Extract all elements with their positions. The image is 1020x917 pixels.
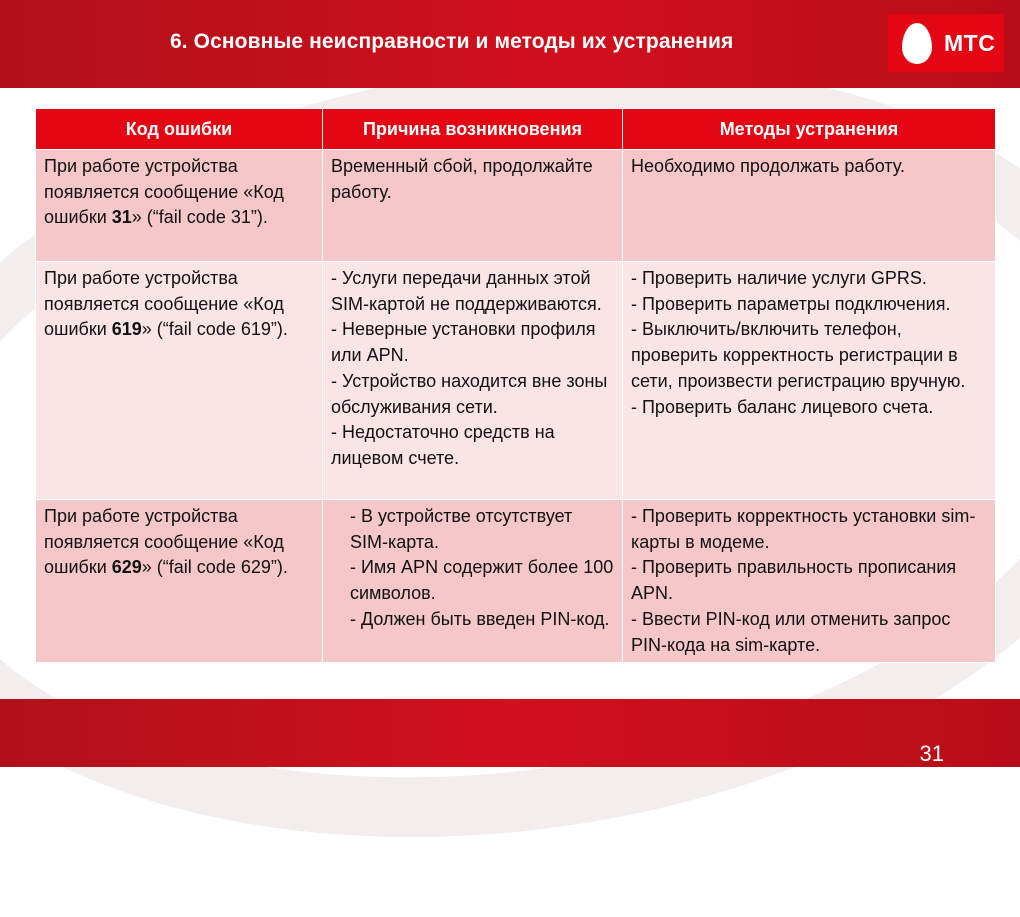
error-code: 31 <box>111 207 132 228</box>
error-cell <box>36 150 323 262</box>
cause-item: - Неверные установки профиля или APN. <box>331 319 596 366</box>
egg-icon <box>902 23 932 64</box>
error-text: При работе устройства появляется сообщение «Код ошибки <box>44 268 284 340</box>
error-code: 629 <box>111 557 142 578</box>
error-text: При работе устройства появляется сообщение «Код ошибки <box>44 506 284 578</box>
cause-item: Временный сбой, продолжайте работу. <box>331 156 593 202</box>
cause-cell <box>323 150 623 262</box>
error-text-end: » (“fail code 619”). <box>141 319 288 340</box>
fix-cell <box>623 262 996 500</box>
fix-item: - Проверить баланс лицевого счета. <box>631 396 934 417</box>
table-header-row <box>36 109 996 150</box>
fix-cell <box>623 150 996 262</box>
error-cell <box>36 500 323 663</box>
error-text-end: » (“fail code 31”). <box>131 207 268 228</box>
cause-item: - Должен быть введен PIN-код. <box>350 608 610 629</box>
table-row <box>36 150 996 262</box>
cause-item: - В устройстве отсутствует SIM-карта. <box>350 506 573 552</box>
table-row <box>36 500 996 663</box>
fix-item: - Выключить/включить телефон, проверить корректность регистрации в сети, произвести регистрацию вручную. <box>631 319 966 391</box>
cause-cell <box>323 500 623 663</box>
cause-item: - Устройство находится вне зоны обслуживания сети. <box>331 370 608 417</box>
error-table <box>35 108 996 663</box>
cause-item: - Услуги передачи данных этой SIM-картой не поддерживаются. <box>331 268 602 314</box>
cause-item: - Имя APN содержит более 100 символов. <box>350 557 614 604</box>
error-text: При работе устройства появляется сообщение «Код ошибки <box>44 156 284 228</box>
error-cell <box>36 262 323 500</box>
slide-footer <box>0 699 1020 767</box>
table-row <box>36 262 996 500</box>
page-number: 31 <box>919 741 944 766</box>
fix-item: - Ввести PIN-код или отменить запрос PIN-кода на sim-карте. <box>631 608 951 655</box>
error-code: 619 <box>111 319 142 340</box>
fix-item: - Проверить наличие услуги GPRS. <box>631 268 927 288</box>
fix-item: Необходимо продолжать работу. <box>631 156 905 176</box>
header-cause: Причина возникновения <box>323 109 623 150</box>
fix-item: - Проверить корректность установки sim-карты в модеме. <box>631 506 976 552</box>
fix-item: - Проверить параметры подключения. <box>631 293 951 314</box>
fix-cell <box>623 500 996 663</box>
cause-cell <box>323 262 623 500</box>
error-text-end: » (“fail code 629”). <box>141 557 288 578</box>
cause-item: - Недостаточно средств на лицевом счете. <box>331 422 555 468</box>
logo-text: МТС <box>944 30 996 56</box>
slide-header <box>0 0 1020 88</box>
fix-item: - Проверить правильность прописания APN. <box>631 557 957 604</box>
slide-title: 6. Основные неисправности и методы их устранения <box>170 30 734 53</box>
mts-logo <box>888 14 1004 72</box>
header-error-code: Код ошибки <box>36 109 323 150</box>
header-fix: Методы устранения <box>623 109 996 150</box>
